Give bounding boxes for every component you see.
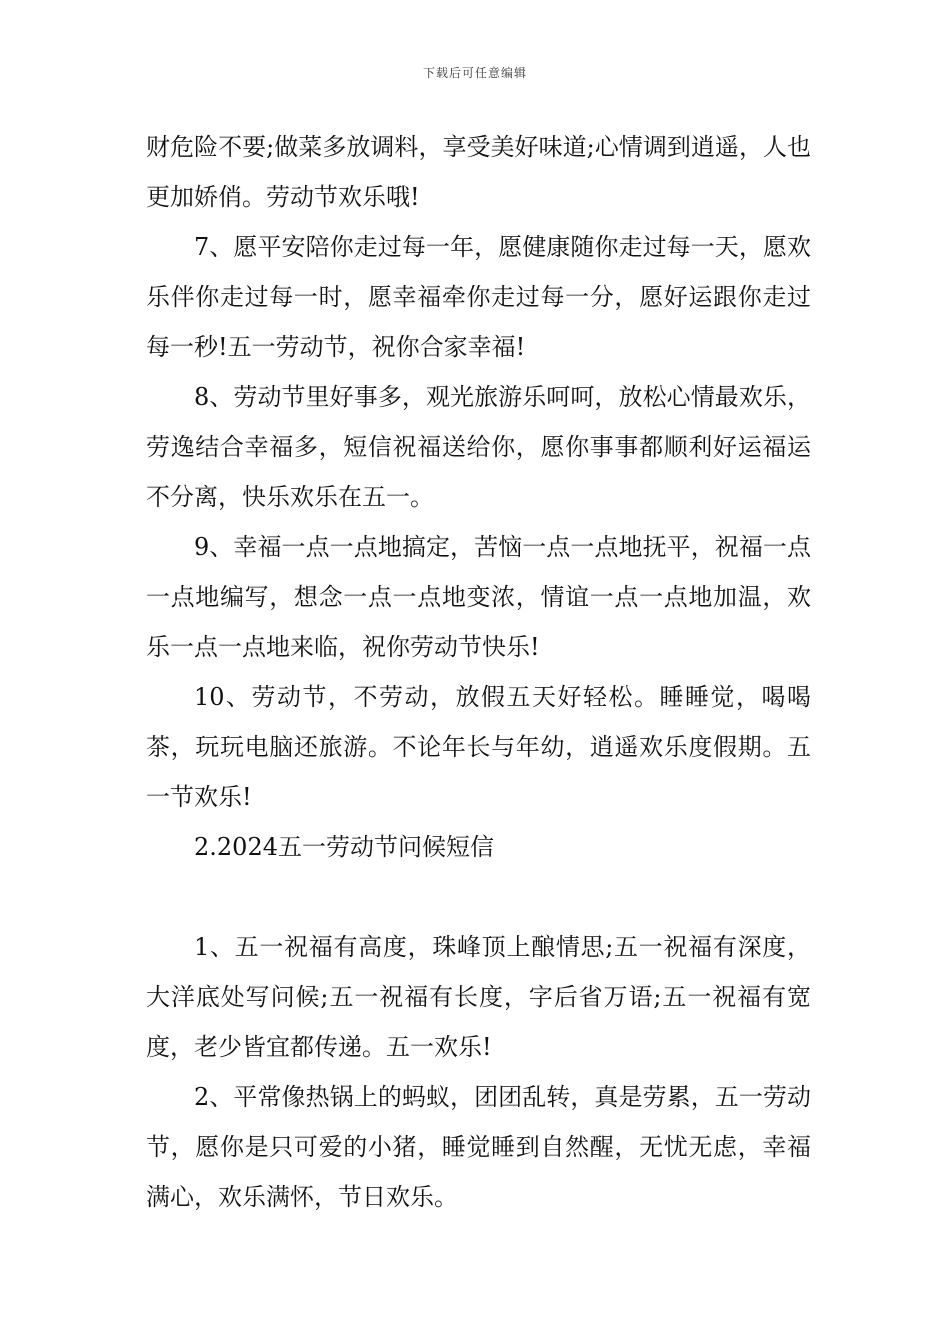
blank-line [146,872,811,922]
paragraph-item-8: 8、劳动节里好事多，观光旅游乐呵呵，放松心情最欢乐，劳逸结合幸福多，短信祝福送给你，愿你事事都顺利好运福运不分离，快乐欢乐在五一。 [146,383,811,511]
paragraph-item-7: 7、愿平安陪你走过每一年，愿健康随你走过每一天，愿欢乐伴你走过每一时，愿幸福牵你走过每一分，愿好运跟你走过每一秒!五一劳动节，祝你合家幸福! [146,233,811,361]
document-body [146,122,811,1222]
paragraph-item-9: 9、幸福一点一点地搞定，苦恼一点一点地抚平，祝福一点一点地编写，想念一点一点地变浓，情谊一点一点地加温，欢乐一点一点地来临，祝你劳动节快乐! [146,533,811,661]
paragraph-item-10: 10、劳动节，不劳动，放假五天好轻松。睡睡觉，喝喝茶，玩玩电脑还旅游。不论年长与年幼，逍遥欢乐度假期。五一节欢乐! [146,683,811,811]
page-header: 下载后可任意编辑 [422,66,527,80]
section-heading: 2.2024五一劳动节问候短信 [194,833,494,861]
paragraph-item-2: 2、平常像热锅上的蚂蚁，团团乱转，真是劳累，五一劳动节，愿你是只可爱的小猪，睡觉睡到自然醒，无忧无虑，幸福满心，欢乐满怀，节日欢乐。 [146,1083,811,1211]
paragraph-continued: 财危险不要;做菜多放调料，享受美好味道;心情调到逍遥，人也更加娇俏。劳动节欢乐哦! [146,133,811,211]
paragraph-item-1: 1、五一祝福有高度，珠峰顶上酿情思;五一祝福有深度，大洋底处写问候;五一祝福有长度，字后省万语;五一祝福有宽度，老少皆宜都传递。五一欢乐! [146,933,811,1061]
